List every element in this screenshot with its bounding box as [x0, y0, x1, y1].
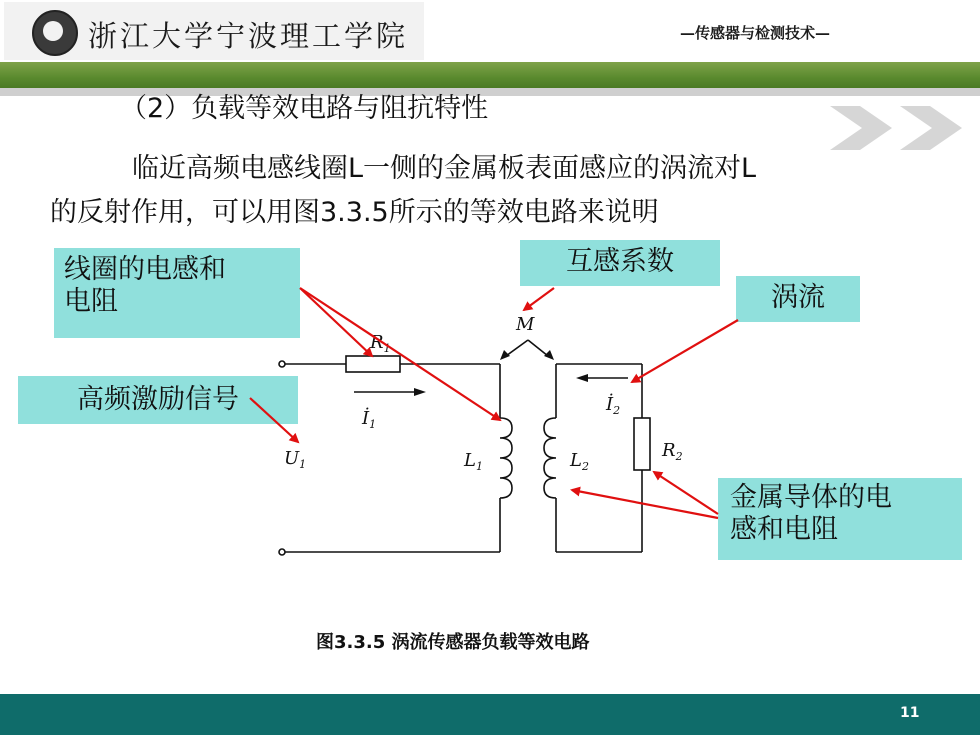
callout-eddy-current: 涡流: [736, 276, 860, 322]
section-heading: （2）负载等效电路与阻抗特性: [120, 93, 489, 124]
label-r1: $R_1$: [370, 332, 391, 355]
label-m: M: [516, 314, 535, 335]
callout-coil-inductance-resistance: [54, 248, 300, 338]
paragraph-line-1: 临近高频电感线圈L一侧的金属板表面感应的涡流对L: [132, 153, 757, 184]
institution-name: 浙江大学宁波理工学院: [88, 19, 409, 53]
label-l1: $L_1$: [464, 450, 483, 473]
institution-logo: [4, 2, 424, 60]
page-number: 11: [900, 705, 920, 721]
callout-excitation-signal: 高频激励信号: [18, 376, 298, 424]
callout-metal-line-1: 金属导体的电: [730, 482, 892, 513]
callout-metal-line-2: 感和电阻: [730, 514, 838, 545]
course-title: —传感器与检测技术—: [680, 24, 831, 42]
callout-mutual-inductance: 互感系数: [520, 240, 720, 286]
label-u1: $U_1$: [284, 448, 307, 471]
header-green-stripe: [0, 62, 980, 88]
figure-caption: 图3.3.5 涡流传感器负载等效电路: [316, 632, 590, 653]
equivalent-circuit-diagram: [268, 312, 736, 566]
university-seal-icon: [32, 10, 78, 56]
label-i1: $İ_1$: [362, 408, 377, 431]
chevron-decoration-icon: [830, 98, 980, 158]
label-i2: $İ_2$: [606, 394, 621, 417]
callout-coil-line-2: 电阻: [64, 286, 118, 317]
callout-metal-conductor: [718, 478, 962, 560]
footer-bar: [0, 694, 980, 735]
callout-coil-line-1: 线圈的电感和: [64, 254, 226, 285]
paragraph-line-2: 的反射作用，可以用图3.3.5所示的等效电路来说明: [50, 197, 659, 228]
label-r2: $R_2$: [662, 440, 683, 463]
label-l2: $L_2$: [570, 450, 589, 473]
